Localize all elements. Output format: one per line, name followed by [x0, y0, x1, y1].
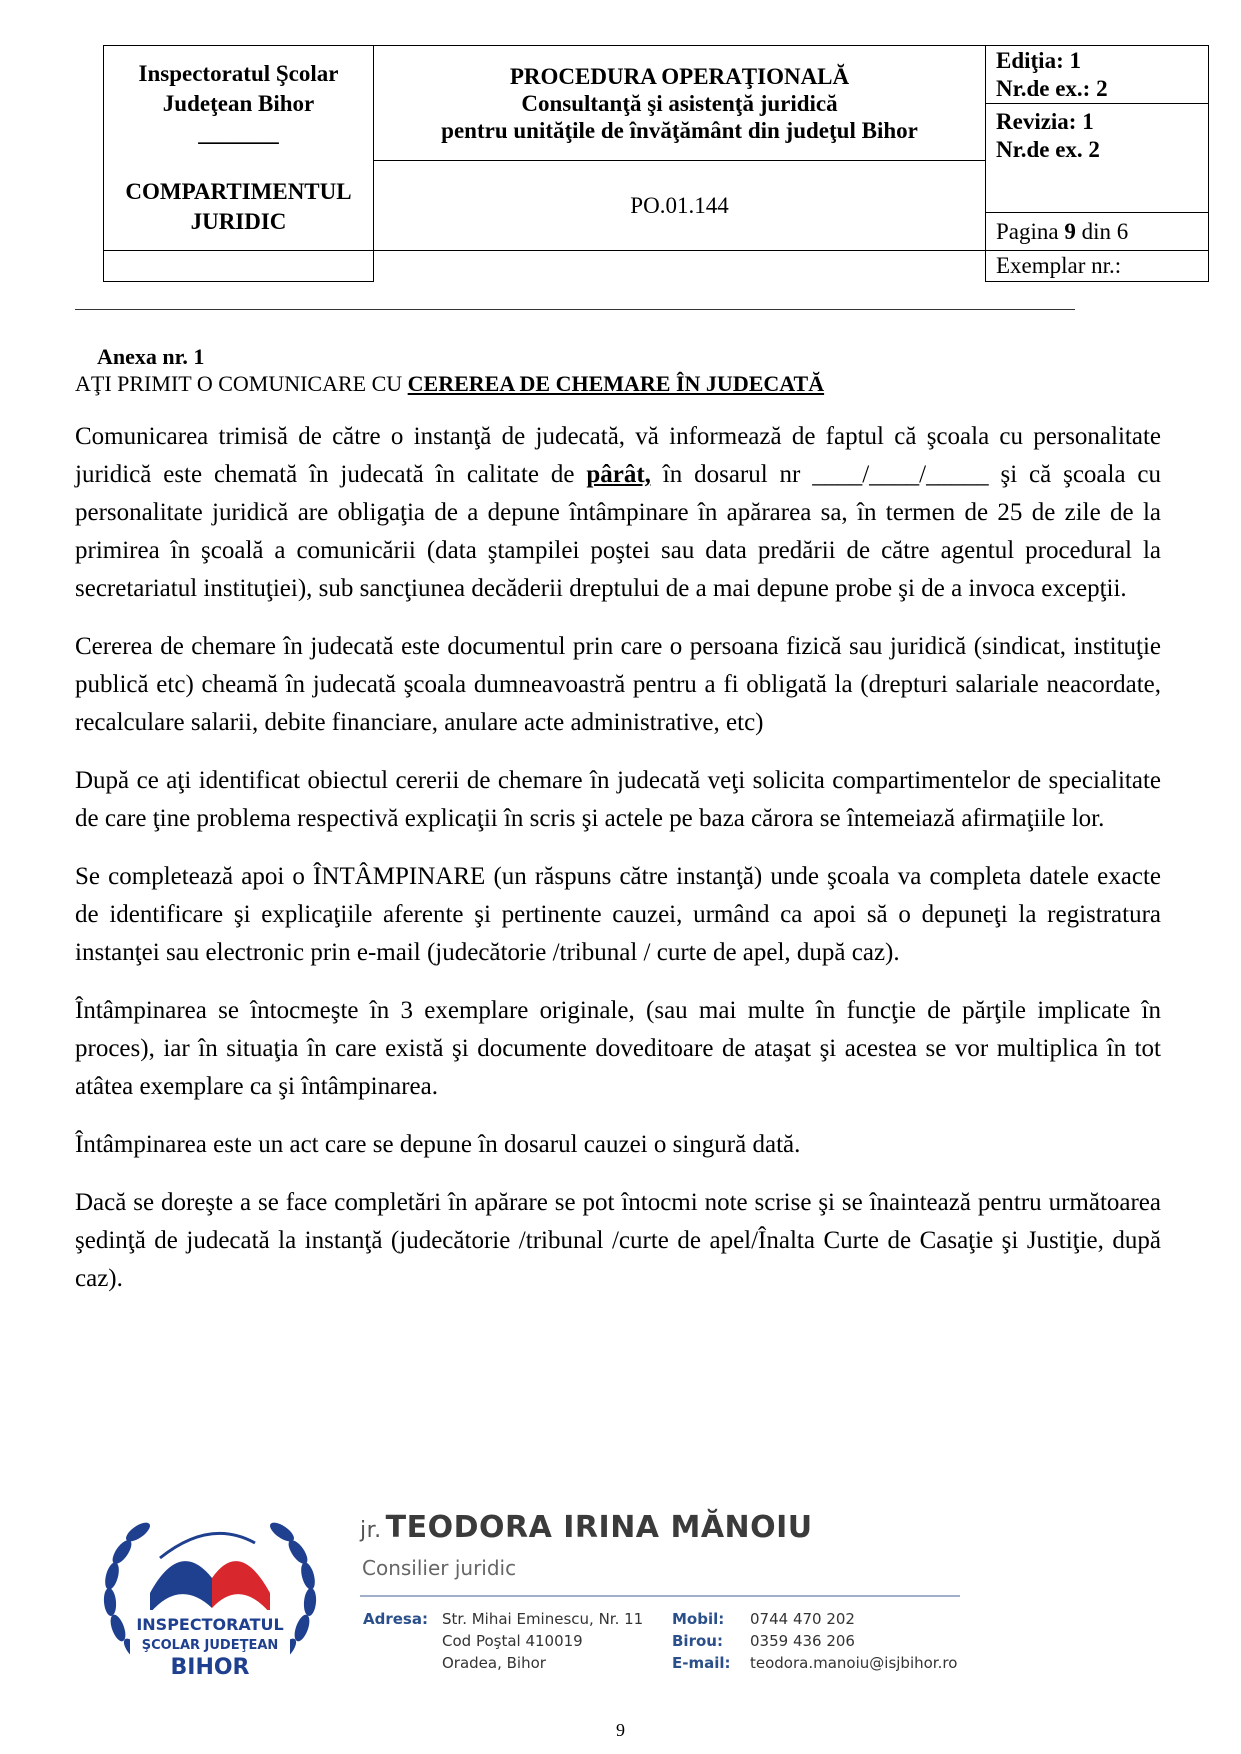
- procedure-title: PROCEDURA OPERAŢIONALĂ: [509, 63, 850, 89]
- edition-copies: Nr.de ex.: 2: [996, 75, 1108, 101]
- email-signature: [90, 1498, 990, 1698]
- signatory-name: [360, 1510, 813, 1545]
- annex-subtitle-prefix: AŢI PRIMIT O COMUNICARE CU: [75, 371, 408, 396]
- logo-text-line2: ŞCOLAR JUDEŢEAN: [141, 1638, 279, 1653]
- address-line-2: Cod Poştal 410019: [442, 1632, 583, 1650]
- office-label: Birou:: [672, 1632, 723, 1650]
- address-label: Adresa:: [363, 1610, 428, 1628]
- office-number: 0359 436 206: [750, 1632, 855, 1650]
- signature-divider: [360, 1595, 960, 1597]
- procedure-subtitle-2: pentru unităţile de învăţământ din judeţul Bihor: [441, 117, 918, 143]
- edition-cell: [986, 46, 1209, 104]
- signatory-name-prefix: jr.: [360, 1518, 382, 1543]
- document-body: [75, 418, 1161, 1318]
- page-of: din 6: [1081, 218, 1129, 244]
- email-label: E-mail:: [672, 1654, 731, 1672]
- header-table: [103, 45, 1209, 282]
- signatory-name-text: TEODORA IRINA MĂNOIU: [385, 1510, 813, 1545]
- institution-separator: _______: [198, 121, 279, 146]
- copy-label: Exemplar nr.:: [996, 253, 1122, 278]
- paragraph-1: [75, 418, 1161, 608]
- address-line-3: Oradea, Bihor: [442, 1654, 546, 1672]
- logo-text-line3: BIHOR: [170, 1655, 250, 1680]
- procedure-title-cell: [374, 46, 986, 161]
- paragraph-6: Întâmpinarea este un act care se depune în dosarul cauzei o singură dată.: [75, 1131, 801, 1158]
- address-label-block: [363, 1608, 428, 1630]
- revision-cell: [986, 104, 1209, 213]
- annex-subtitle: [75, 371, 824, 397]
- institution-cell: [104, 46, 374, 251]
- procedure-subtitle: Consultanţă şi asistenţă juridică: [521, 90, 838, 116]
- copy-cell: [986, 251, 1209, 282]
- contact-values: [750, 1608, 957, 1674]
- institution-name-line2: Judeţean Bihor: [162, 91, 315, 116]
- page-current: 9: [1064, 218, 1076, 244]
- revision-copies: Nr.de ex. 2: [996, 137, 1100, 162]
- isj-bihor-logo: [90, 1498, 330, 1698]
- paragraph-7: Dacă se doreşte a se face completări în apărare se pot întocmi note scrise şi se înaintează pentru următoarea şedinţă de judecată la instanţă (judecătorie /tribunal /curte de apel/Înalta Curte de Casaţie şi Justiţie, după caz).: [75, 1189, 1161, 1292]
- paragraph-3: După ce aţi identificat obiectul cererii de chemare în judecată veţi solicita compartimentelor de specialitate de care ţine problema respectivă explicaţii în scris şi actele pe baza cărora se întemeiază afirmaţiile lor.: [75, 767, 1161, 832]
- logo-text-line1: INSPECTORATUL: [136, 1615, 284, 1634]
- paragraph-1-bold: pârât,: [586, 461, 651, 488]
- address-line-1: Str. Mihai Eminescu, Nr. 11: [442, 1610, 644, 1628]
- separator-line: [75, 309, 1075, 310]
- paragraph-2: Cererea de chemare în judecată este documentul prin care o persoana fizică sau juridică (sindicat, instituţie publică etc) cheamă în judecată şcoala dumneavoastră pentru a fi obligată la (drepturi salariale neacordate, recalculare salarii, debite financiare, anulare acte administrative, etc): [75, 633, 1161, 736]
- paragraph-1-text-b: în dosarul nr ____/____/_____ şi că şcoala cu personalitate juridică are obligaţia de a depune întâmpinare în apărarea sa, în termen de 25 de zile de la primirea în şcoală a comunicării (data ştampilei poştei sau data predării de către agentul procedural la secretariatul instituţiei), sub sancţiunea decăderii dreptului de a mai depune probe şi de a invoca excepţii.: [75, 461, 1162, 602]
- edition: Ediţia: 1: [996, 47, 1081, 73]
- mobile-number: 0744 470 202: [750, 1610, 855, 1628]
- page-cell: [986, 213, 1209, 251]
- page-label: Pagina: [996, 218, 1059, 244]
- department-name-line1: COMPARTIMENTUL: [125, 179, 352, 204]
- page-number: 9: [616, 1720, 625, 1740]
- procedure-code: PO.01.144: [630, 193, 729, 218]
- paragraph-5: Întâmpinarea se întocmeşte în 3 exemplare originale, (sau mai multe în funcţie de părţile implicate în proces), iar în situaţia în care există şi documente doveditoare de ataşat şi acestea se vor multiplica în tot atâtea exemplare ca şi întâmpinarea.: [75, 997, 1161, 1100]
- paragraph-4: Se completează apoi o ÎNTÂMPINARE (un răspuns către instanţă) unde şcoala va completa datele exacte de identificare şi explicaţiile aferente şi pertinente cauzei, urmând ca apoi să o depuneţi la registratura instanţei sau electronic prin e-mail (judecătorie /tribunal / curte de apel, după caz).: [75, 863, 1161, 966]
- email-address: teodora.manoiu@isjbihor.ro: [750, 1654, 958, 1672]
- empty-spacer: [374, 251, 986, 282]
- revision: Revizia: 1: [996, 109, 1094, 134]
- department-name-line2: JURIDIC: [190, 209, 287, 234]
- institution-name-line1: Inspectoratul Şcolar: [138, 61, 339, 86]
- procedure-code-cell: [374, 161, 986, 251]
- paragraph-1-text-a: Comunicarea trimisă de către o instanţă de judecată, vă informează de faptul că şcoala cu personalitate juridică este chemată în judecată în calitate de: [75, 423, 1161, 488]
- mobile-label: Mobil:: [672, 1610, 725, 1628]
- annex-subtitle-emphasis: CEREREA DE CHEMARE ÎN JUDECATĂ: [407, 371, 825, 396]
- contact-labels: [672, 1608, 731, 1674]
- address-block: [442, 1608, 643, 1674]
- annex-title: Anexa nr. 1: [97, 344, 205, 369]
- signatory-role: Consilier juridic: [362, 1556, 517, 1580]
